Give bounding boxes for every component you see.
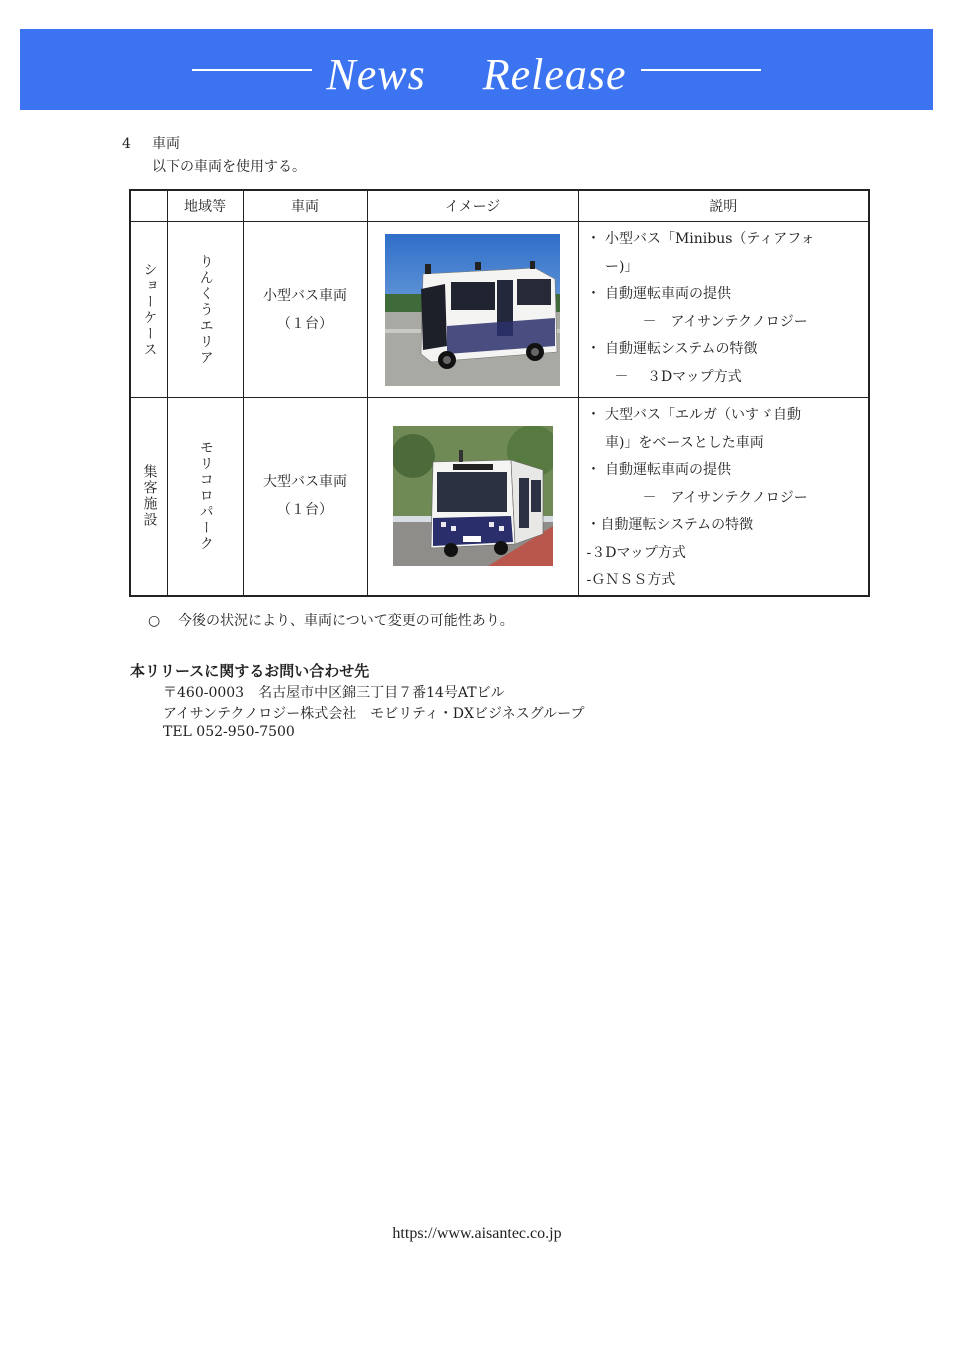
description-line: ・ 自動運転システムの特徴	[586, 341, 758, 357]
footer-url-link[interactable]: https://www.aisantec.co.jp	[392, 1225, 562, 1242]
note-text: 今後の状況により、車両について変更の可能性あり。	[178, 613, 514, 629]
description-line: 車)」をベースとした車両	[586, 434, 764, 451]
table-row	[130, 398, 869, 596]
note-circle-icon: ○	[148, 613, 161, 629]
area-label: りんくうエリア	[197, 253, 214, 366]
change-note	[148, 610, 514, 630]
description-line: － アイサンテクノロジー	[586, 313, 808, 330]
banner-title: News Release	[326, 49, 627, 99]
image-cell	[367, 222, 578, 398]
section-heading	[122, 133, 180, 153]
vehicle-cell	[243, 398, 367, 596]
image-cell	[367, 398, 578, 596]
section-intro: 以下の車両を使用する。	[152, 159, 306, 175]
description-line: ・自動運転システムの特徴	[586, 517, 754, 533]
area-cell	[167, 398, 243, 596]
banner-right-rule	[641, 69, 761, 71]
description-line: ・ 小型バス「Minibus（ティアフォ	[586, 231, 815, 247]
vehicle-table	[129, 189, 870, 597]
vehicle-type: 小型バス車両	[263, 287, 347, 304]
description-line: ・ 自動運転車両の提供	[586, 462, 731, 478]
description-line: － アイサンテクノロジー	[586, 489, 808, 506]
vehicle-type: 大型バス車両	[263, 474, 347, 491]
category-cell	[130, 222, 167, 398]
header-area: 地域等	[167, 190, 243, 222]
vehicle-count: （１台）	[277, 502, 333, 519]
category-cell	[130, 398, 167, 596]
area-label: モリコロパーク	[197, 440, 214, 553]
contact-company: アイサンテクノロジー株式会社 モビリティ・DXビジネスグループ	[163, 706, 585, 722]
vehicle-cell	[243, 222, 367, 398]
contact-title: 本リリースに関するお問い合わせ先	[130, 662, 370, 680]
vehicle-count: （１台）	[277, 315, 333, 332]
section-title: 車両	[152, 136, 180, 152]
banner-left-rule	[192, 69, 312, 71]
table-header-row	[130, 190, 869, 222]
news-release-banner	[20, 29, 933, 110]
section-number: 4	[122, 136, 131, 152]
description-line: － ３Dマップ方式	[586, 368, 742, 385]
header-description: 説明	[578, 190, 869, 222]
description-cell	[578, 398, 869, 596]
large-bus-photo	[393, 426, 553, 566]
header-blank-cell	[130, 190, 167, 222]
description-line: ー)」	[586, 258, 639, 275]
description-line: -３Dマップ方式	[586, 544, 686, 561]
category-label: 集客施設	[141, 464, 158, 529]
header-image: イメージ	[367, 190, 578, 222]
table-row	[130, 222, 869, 398]
description-cell	[578, 222, 869, 398]
description-line: ・ 大型バス「エルガ（いすゞ自動	[586, 407, 801, 423]
description-line: -ＧＮＳＳ方式	[586, 572, 676, 588]
category-label: ショーケース	[141, 261, 158, 358]
area-cell	[167, 222, 243, 398]
header-vehicle: 車両	[243, 190, 367, 222]
contact-tel: TEL 052-950-7500	[163, 724, 295, 740]
description-line: ・ 自動運転車両の提供	[586, 286, 731, 302]
small-bus-photo	[385, 234, 560, 386]
contact-address: 〒460-0003 名古屋市中区錦三丁目７番14号ATビル	[163, 685, 505, 701]
